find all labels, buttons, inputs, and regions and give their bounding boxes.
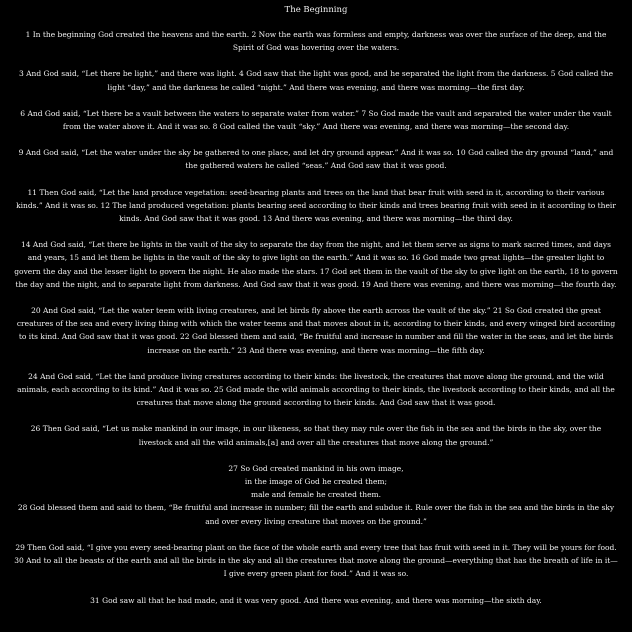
paragraph-verses-11-13: 11 Then God said, “Let the land produce vegetation: seed-bearing plants and trees on the land that bear fruit with seed in it, according to their various kinds.” And it was so. 12 The land produced vegetation: plants bearing seed according to their kinds and trees bearing fruit with seed in it according to their kinds. And God saw that it was good. 13 And there was evening, and there was morning—the third day.	[16, 187, 616, 224]
paragraph-verses-9-10: 9 And God said, “Let the water under the sky be gathered to one place, and let dry ground appear.” And it was so. 10 God called the dry ground “land,” and the gathered waters he called “seas.” And God saw that it was good.	[18, 148, 614, 171]
poem-line: male and female he created them.	[250, 490, 382, 500]
poem-line: 27 So God created mankind in his own image,	[228, 463, 404, 473]
paragraph-verses-20-23: 20 And God said, “Let the water teem with living creatures, and let birds fly above the earth across the vault of the sky.” 21 So God created the great creatures of the sea and every living thing with which the water teems and that moves about in it, according to their kinds, and every winged bird according to its kind. And God saw that it was good. 22 God blessed them and said, “Be fruitful and increase in number and fill the water in the seas, and let the birds increase on the earth.” 23 And there was evening, and there was morning—the fifth day.	[16, 306, 616, 355]
paragraph-verses-14-19: 14 And God said, “Let there be lights in the vault of the sky to separate the day from the night, and let them serve as signs to mark sacred times, and days and years, 15 and let them be lights in the vault of the sky to give light on the earth.” And it was so. 16 God made two great lights—the greater light to govern the day and the lesser light to govern the night. He also made the stars. 17 God set them in the vault of the sky to give light on the earth, 18 to govern the day and the night, and to separate light from darkness. And God saw that it was good. 19 And there was evening, and there was morning—the fourth day.	[14, 240, 618, 289]
poem-line: in the image of God he created them;	[244, 477, 388, 487]
paragraph-verse-26: 26 Then God said, “Let us make mankind in our image, in our likeness, so that they may rule over the fish in the sea and the birds in the sky, over the livestock and all the wild animals,[a] and over all the creatures that move along the ground.”	[30, 424, 602, 447]
paragraph-verses-6-8: 6 And God said, “Let there be a vault between the waters to separate water from water.” 7 So God made the vault and separated the water under the vault from the water above it. And it was so. 8 God called the vault “sky.” And there was evening, and there was morning—the second day.	[20, 108, 612, 132]
paragraph-verses-29-30: 29 Then God said, “I give you every seed-bearing plant on the face of the whole earth and every tree that has fruit with seed in it. They will be yours for food. 30 And to all the beasts of the earth and all the birds in the sky and all the creatures that move along the ground—everything that has the breath of life in it—I give every green plant for food.” And it was so.	[14, 542, 618, 579]
paragraph-verses-1-2: 1 In the beginning God created the heavens and the earth. 2 Now the earth was formless and empty, darkness was over the surface of the deep, and the Spirit of God was hovering over the waters.	[25, 30, 607, 53]
paragraph-verses-24-25: 24 And God said, “Let the land produce living creatures according to their kinds: the livestock, the creatures that move along the ground, and the wild animals, each according to its kind.” And it was so. 25 God made the wild animals according to their kinds, the livestock according to their kinds, and all the creatures that move along the ground according to their kinds. And God saw that it was good.	[17, 371, 615, 408]
poem-verse-27	[14, 462, 618, 502]
paragraph-verse-31: 31 God saw all that he had made, and it was very good. And there was evening, and there was morning—the sixth day.	[90, 595, 542, 605]
page-title: The Beginning	[284, 5, 348, 15]
paragraph-verse-28: 28 God blessed them and said to them, “Be fruitful and increase in number; fill the earth and subdue it. Rule over the fish in the sea and the birds in the sky and over every living creature that moves on the ground.”	[17, 503, 615, 526]
paragraph-verses-3-5: 3 And God said, “Let there be light,” and there was light. 4 God saw that the light was good, and he separated the light from the darkness. 5 God called the light “day,” and the darkness he called “night.” And there was evening, and there was morning—the first day.	[18, 69, 614, 92]
